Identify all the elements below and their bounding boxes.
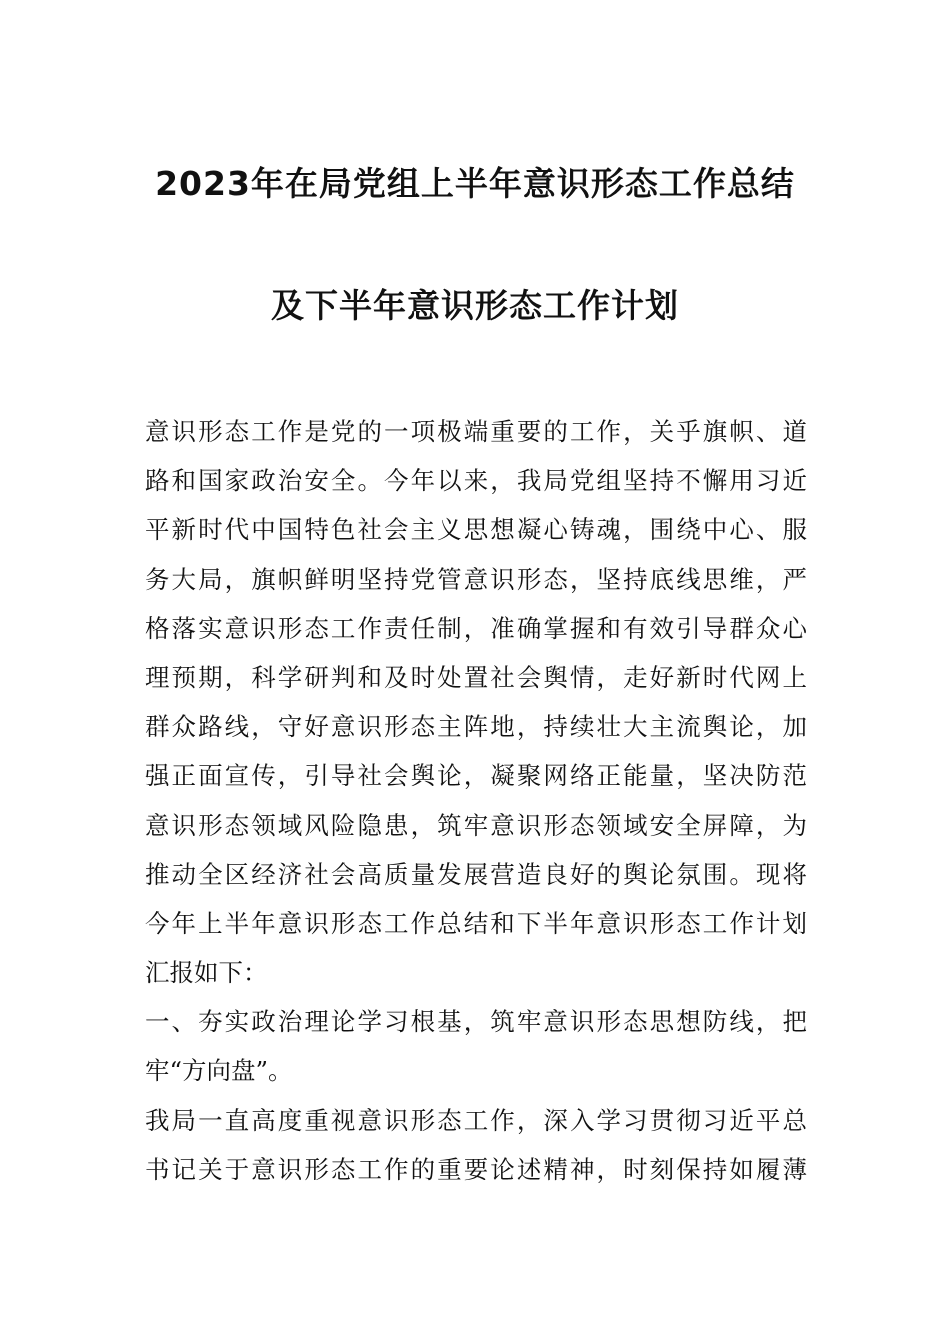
body-line: 今年上半年意识形态工作总结和下半年意识形态工作计划 xyxy=(145,908,807,938)
body-line: 群众路线，守好意识形态主阵地，持续壮大主流舆论，加 xyxy=(145,712,807,742)
body-line: 平新时代中国特色社会主义思想凝心铸魂，围绕中心、服 xyxy=(145,515,807,545)
section-heading-line: 一、夯实政治理论学习根基，筑牢意识形态思想防线，把 xyxy=(145,1007,807,1037)
body-line: 意识形态工作是党的一项极端重要的工作，关乎旗帜、道 xyxy=(145,417,807,446)
body-line: 推动全区经济社会高质量发展营造良好的舆论氛围。现将 xyxy=(145,859,807,889)
body-line: 路和国家政治安全。今年以来，我局党组坚持不懈用习近 xyxy=(145,466,807,496)
body-line: 意识形态领域风险隐患，筑牢意识形态领域安全屏障，为 xyxy=(145,810,807,840)
document-title-line-2: 及下半年意识形态工作计划 xyxy=(271,286,679,325)
body-line: 理预期，科学研判和及时处置社会舆情，走好新时代网上 xyxy=(145,662,807,692)
body-line: 书记关于意识形态工作的重要论述精神，时刻保持如履薄 xyxy=(145,1154,807,1184)
body-line: 汇报如下： xyxy=(145,958,268,988)
body-line: 务大局，旗帜鲜明坚持党管意识形态，坚持底线思维，严 xyxy=(145,564,807,594)
body-line: 强正面宣传，引导社会舆论，凝聚网络正能量，坚决防范 xyxy=(145,761,807,791)
body-line: 我局一直高度重视意识形态工作，深入学习贯彻习近平总 xyxy=(145,1105,807,1135)
document-title-line-1: 2023年在局党组上半年意识形态工作总结 xyxy=(155,164,795,203)
body-line: 格落实意识形态工作责任制，准确掌握和有效引导群众心 xyxy=(145,613,807,643)
section-heading-line: 牢“方向盘”。 xyxy=(145,1056,293,1086)
document-body xyxy=(145,407,807,1194)
